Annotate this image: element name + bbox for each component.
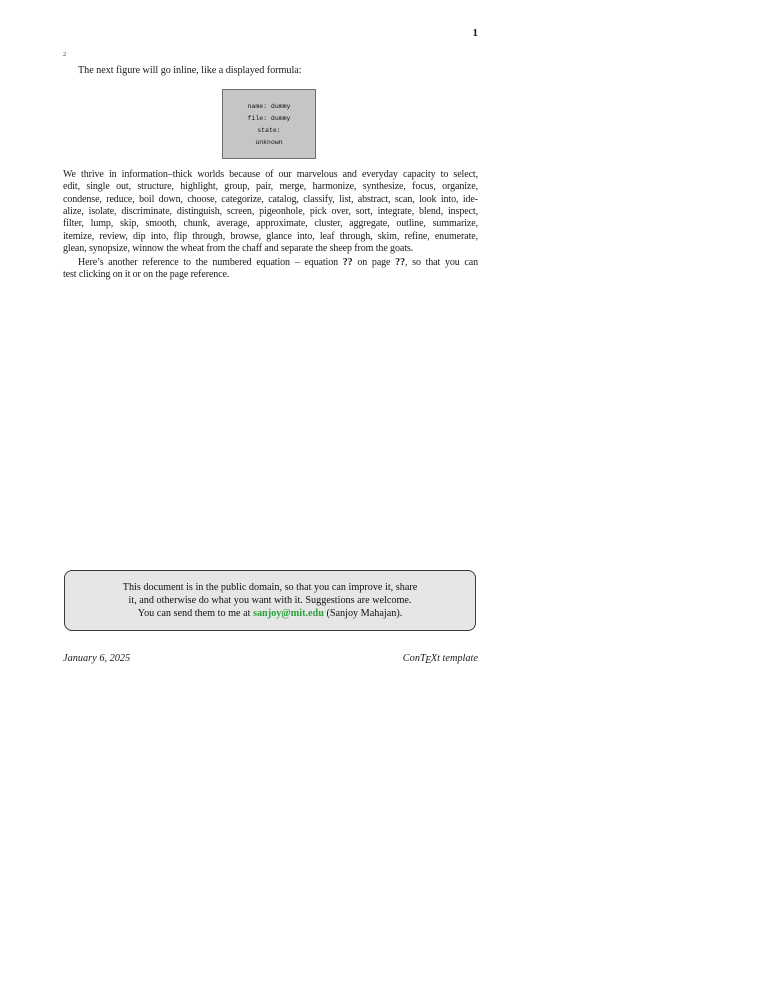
- margin-note: 2: [63, 51, 67, 58]
- body-paragraph-line: filter, lump, skip, smooth, chunk, average, approximate, cluster, aggregate, outline, summarize,: [63, 218, 478, 230]
- reference-paragraph-line: test clicking on it or on the page reference.: [63, 269, 230, 281]
- notice-line: This document is in the public domain, so that you can improve it, share: [122, 582, 418, 593]
- footer-brand-lowered-e: E: [425, 655, 432, 667]
- reference-paragraph: [63, 257, 478, 282]
- notice-line: [65, 607, 475, 620]
- figure-placeholder: [222, 89, 316, 159]
- figure-placeholder-name: name: dummy: [247, 103, 291, 110]
- figure-placeholder-state: state:: [257, 127, 281, 134]
- public-domain-notice-box: [64, 570, 476, 631]
- intro-paragraph: The next figure will go inline, like a displayed formula:: [78, 65, 302, 76]
- page-footer: [63, 653, 478, 667]
- page-ref-link[interactable]: ??: [395, 257, 405, 268]
- body-paragraph-line: glean, synopsize, winnow the wheat from the chaff and separate the sheep from the goats.: [63, 242, 414, 254]
- body-paragraph-line: edit, single out, structure, highlight, group, pair, merge, harmonize, synthesize, focus, organize,: [63, 181, 478, 193]
- reference-text: , so that you can: [404, 257, 478, 268]
- reference-paragraph-line: [63, 257, 478, 269]
- body-paragraph-line: alize, isolate, discriminate, distinguish, screen, pigeonhole, pick over, sort, integrate, blend, inspect,: [63, 205, 478, 217]
- notice-line: it, and otherwise do what you want with it. Suggestions are welcome.: [128, 595, 412, 606]
- footer-date: January 6, 2025: [63, 653, 131, 664]
- figure-placeholder-state-value: unknown: [255, 139, 283, 146]
- body-paragraph-line: We thrive in information–thick worlds because of our marvelous and everyday capacity to select,: [63, 169, 478, 180]
- footer-brand: [402, 653, 478, 667]
- page-number: 1: [472, 27, 478, 39]
- reference-text: Here’s another reference to the numbered equation – equation: [78, 257, 343, 268]
- body-paragraph-line: itemize, review, dip into, flip through, browse, glance into, leaf through, skim, refine, enumerate,: [63, 230, 478, 242]
- footer-brand-text: Xt template: [430, 653, 478, 664]
- notice-text: (Sanjoy Mahajan).: [323, 608, 403, 619]
- body-paragraph: [63, 169, 478, 255]
- notice-text: You can send them to me at: [137, 608, 253, 619]
- reference-text: on page: [352, 257, 396, 268]
- email-link[interactable]: sanjoy@mit.edu: [253, 608, 324, 619]
- figure-placeholder-file: file: dummy: [247, 115, 291, 122]
- footer-brand-text: ConT: [402, 653, 426, 664]
- body-paragraph-line: condense, reduce, boil down, choose, categorize, catalog, classify, list, abstract, scan, look into, ide-: [63, 193, 478, 205]
- equation-ref-link[interactable]: ??: [342, 257, 353, 268]
